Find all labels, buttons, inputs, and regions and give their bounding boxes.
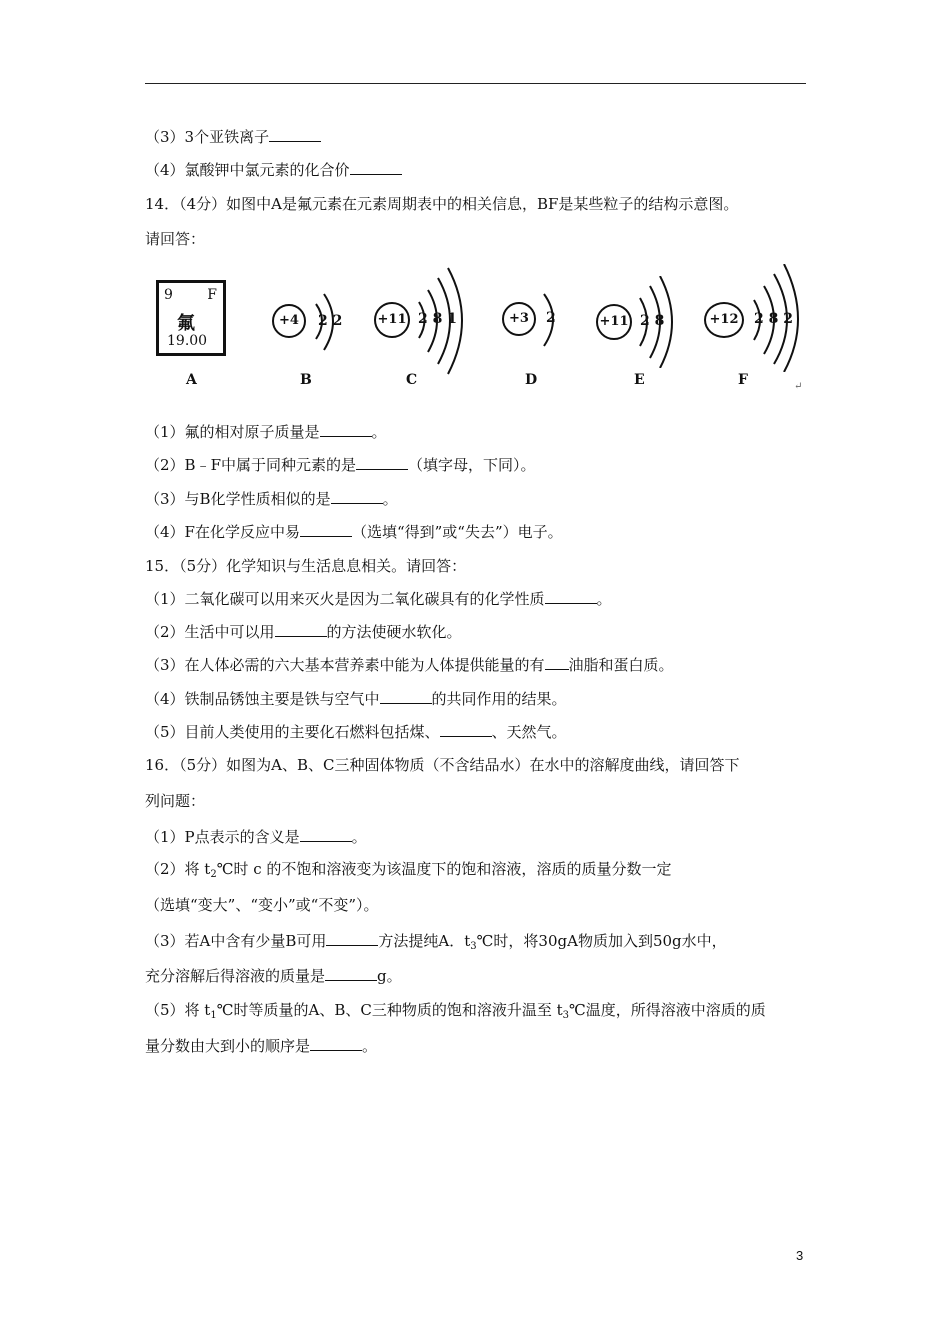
figure-label-e: E: [634, 372, 645, 388]
q15-item-1: （1）二氧化碳可以用来灭火是因为二氧化碳具有的化学性质 。: [145, 590, 612, 608]
nucleus: +12: [704, 302, 744, 338]
q15-title: 15．（5分）化学知识与生活息息相关。请回答：: [145, 557, 467, 575]
q14-item-2: （2）B﹣F中属于同种元素的是 （填字母，下同）。: [145, 456, 536, 474]
q13-item-4: （4）氯酸钾中氯元素的化合价: [145, 160, 402, 180]
answer-blank[interactable]: [300, 827, 352, 842]
answer-blank[interactable]: [350, 160, 402, 175]
figure-label-a: A: [186, 372, 197, 388]
answer-blank[interactable]: [545, 589, 597, 604]
atom-diagram-e: [596, 276, 686, 368]
atom-diagram-b: [272, 284, 362, 364]
answer-blank[interactable]: [545, 655, 569, 670]
answer-blank[interactable]: [380, 689, 432, 704]
q14-item-3: （3）与B化学性质相似的是 。: [145, 490, 398, 508]
q14-item-1: （1）氟的相对原子质量是 。: [145, 423, 387, 441]
atom-diagram-d: [502, 290, 572, 360]
q15-item-5: （5）目前人类使用的主要化石燃料包括煤、 、天然气。: [145, 723, 567, 741]
answer-blank[interactable]: [320, 422, 372, 437]
answer-blank[interactable]: [325, 966, 377, 981]
answer-blank[interactable]: [326, 931, 378, 946]
q14-title: 14．（4分）如图中A是氟元素在元素周期表中的相关信息，BF是某些粒子的结构示意图。: [145, 195, 739, 213]
q16-item-3-cont: 充分溶解后得溶液的质量是 g。: [145, 967, 402, 985]
electron-shells-icon: [272, 284, 362, 364]
q16-item-2: （2）将 $t_2℃$时 c 的不饱和溶液变为该温度下的饱和溶液，溶质的质量分数一定: [145, 860, 672, 880]
atomic-mass: 19.00: [167, 333, 208, 349]
q16-title-cont: 列问题：: [145, 792, 206, 810]
q16-item-3: （3）若A中含有少量B可用 方法提纯A．$t_3℃$时，将30gA物质加入到50g水中，: [145, 932, 727, 952]
atom-diagram-f: [704, 264, 814, 372]
q16-item-2-cont: （选填“变大”、“变小”或“不变”）。: [145, 896, 379, 914]
element-name: 氟: [177, 313, 195, 334]
electron-counts: 2 8: [640, 313, 665, 329]
page-number: 3: [796, 1248, 804, 1263]
electron-counts: 2 8 1: [418, 311, 457, 327]
nucleus: +4: [272, 304, 306, 338]
q16-item-5-cont: 量分数由大到小的顺序是 。: [145, 1037, 378, 1055]
q16-item-5: （5）将 $t_1℃$时等质量的A、B、C三种物质的饱和溶液升温至 $t_3℃$温度，所得溶液中溶质的质: [145, 1001, 766, 1021]
answer-blank[interactable]: [310, 1036, 362, 1051]
nucleus: +11: [596, 304, 632, 340]
figure-label-d: D: [525, 372, 538, 388]
figure-label-b: B: [300, 372, 312, 388]
answer-blank[interactable]: [331, 489, 383, 504]
element-symbol: F: [207, 287, 217, 303]
header-rule: [145, 83, 806, 84]
figure-label-c: C: [406, 372, 418, 388]
q13-item-3: （3）3个亚铁离子: [145, 127, 321, 147]
q16-item-1: （1）P点表示的含义是 。: [145, 828, 367, 846]
q16-title: 16．（5分）如图为A、B、C三种固体物质（不含结品水）在水中的溶解度曲线，请回答下: [145, 756, 740, 774]
nucleus: +11: [374, 302, 410, 338]
atomic-number: 9: [164, 287, 173, 303]
answer-blank[interactable]: [269, 127, 321, 142]
q15-item-3: （3）在人体必需的六大基本营养素中能为人体提供能量的有 油脂和蛋白质。: [145, 656, 674, 674]
answer-blank[interactable]: [356, 455, 408, 470]
figure-label-f: F: [738, 372, 748, 388]
answer-blank[interactable]: [275, 622, 327, 637]
answer-blank[interactable]: [300, 522, 352, 537]
electron-counts: 2 8 2: [754, 311, 793, 327]
q15-item-2: （2）生活中可以用 的方法使硬水软化。: [145, 623, 462, 641]
q15-item-4: （4）铁制品锈蚀主要是铁与空气中 的共同作用的结果。: [145, 690, 567, 708]
electron-counts: 2 2: [318, 313, 343, 329]
atomic-structure-figure: [150, 264, 810, 394]
electron-counts: 2: [546, 310, 556, 326]
electron-shells-icon: [502, 290, 572, 360]
atom-diagram-c: [374, 266, 474, 376]
q14-item-4: （4）F在化学反应中易 （选填“得到”或“失去”）电子。: [145, 523, 563, 541]
q14-title-cont: 请回答：: [145, 230, 206, 248]
element-tile-fluorine: [156, 280, 226, 356]
paragraph-mark-icon: ↵: [794, 381, 803, 392]
nucleus: +3: [502, 302, 536, 336]
answer-blank[interactable]: [440, 722, 492, 737]
